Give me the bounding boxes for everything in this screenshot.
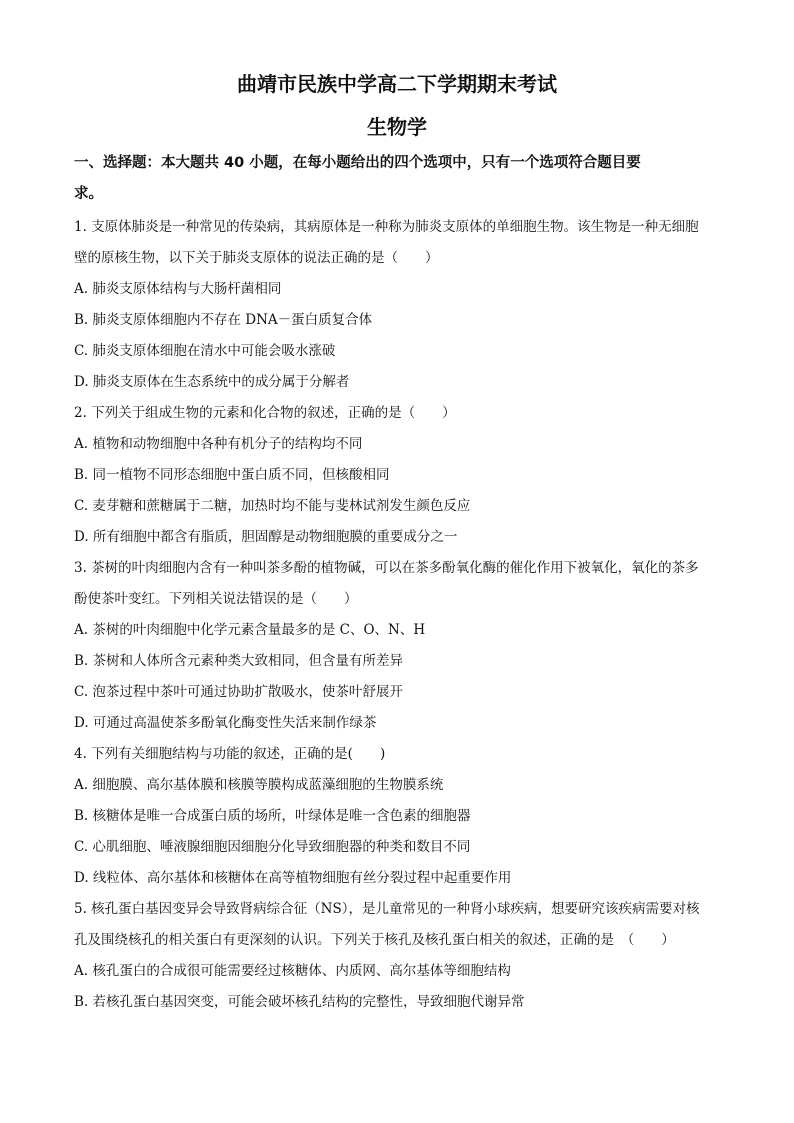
question-option: D. 线粒体、高尔基体和核糖体在高等植物细胞有丝分裂过程中起重要作用 (74, 870, 512, 886)
question-stem: 5. 核孔蛋白基因变异会导致肾病综合征（NS），是儿童常见的一种肾小球疾病，想要研究该疾病需要对核 (74, 901, 700, 917)
question-option: B. 肺炎支原体细胞内不存在 DNA－蛋白质复合体 (74, 312, 373, 328)
question-option: C. 麦芽糖和蔗糖属于二糖，加热时均不能与斐林试剂发生颜色反应 (74, 498, 471, 514)
section-heading-line: 一、选择题：本大题共 40 小题，在每小题给出的四个选项中，只有一个选项符合题目要 (74, 155, 641, 171)
question-option: B. 同一植物不同形态细胞中蛋白质不同，但核酸相同 (74, 467, 390, 483)
subject-title: 生物学 (367, 115, 427, 139)
question-stem: 2. 下列关于组成生物的元素和化合物的叙述，正确的是（ ） (74, 405, 456, 421)
question-option: B. 若核孔蛋白基因突变，可能会破坏核孔结构的完整性，导致细胞代谢异常 (74, 994, 525, 1010)
question-stem: 3. 茶树的叶肉细胞内含有一种叫茶多酚的植物碱，可以在茶多酚氧化酶的催化作用下被氧化，氧化的茶多 (74, 560, 699, 576)
question-option: D. 肺炎支原体在生态系统中的成分属于分解者 (74, 374, 350, 390)
section-heading (74, 148, 714, 210)
question-stem: 壁的原核生物，以下关于肺炎支原体的说法正确的是（ ） (74, 250, 439, 266)
question-option: A. 细胞膜、高尔基体膜和核膜等膜构成蓝藻细胞的生物膜系统 (74, 777, 444, 793)
question-stem: 1. 支原体肺炎是一种常见的传染病，其病原体是一种称为肺炎支原体的单细胞生物。该生物是一种无细胞 (74, 219, 699, 235)
question-list (74, 212, 726, 1018)
question-option: C. 肺炎支原体细胞在清水中可能会吸水涨破 (74, 343, 336, 359)
question-stem: 酚使茶叶变红。下列相关说法错误的是（ ） (74, 591, 358, 607)
section-heading-line: 求。 (74, 186, 103, 202)
question-option: A. 植物和动物细胞中各种有机分子的结构均不同 (74, 436, 363, 452)
question-option: C. 心肌细胞、唾液腺细胞因细胞分化导致细胞器的种类和数目不同 (74, 839, 471, 855)
question-option: D. 可通过高温使茶多酚氧化酶变性失活来制作绿茶 (74, 715, 377, 731)
question-stem: 孔及围绕核孔的相关蛋白有更深刻的认识。下列关于核孔及核孔蛋白相关的叙述，正确的是 （ ） (74, 932, 675, 948)
exam-title: 曲靖市民族中学高二下学期期末考试 (237, 72, 557, 96)
question-option: A. 肺炎支原体结构与大肠杆菌相同 (74, 281, 282, 297)
question-option: A. 核孔蛋白的合成很可能需要经过核糖体、内质网、高尔基体等细胞结构 (74, 963, 511, 979)
question-option: B. 核糖体是唯一合成蛋白质的场所，叶绿体是唯一含色素的细胞器 (74, 808, 471, 824)
question-option: B. 茶树和人体所含元素种类大致相同，但含量有所差异 (74, 653, 404, 669)
question-stem: 4. 下列有关细胞结构与功能的叙述，正确的是( ) (74, 746, 386, 762)
question-option: C. 泡茶过程中茶叶可通过协助扩散吸水，使茶叶舒展开 (74, 684, 403, 700)
question-option: A. 茶树的叶肉细胞中化学元素含量最多的是 C、O、N、H (74, 622, 426, 638)
question-option: D. 所有细胞中都含有脂质，胆固醇是动物细胞膜的重要成分之一 (74, 529, 458, 545)
